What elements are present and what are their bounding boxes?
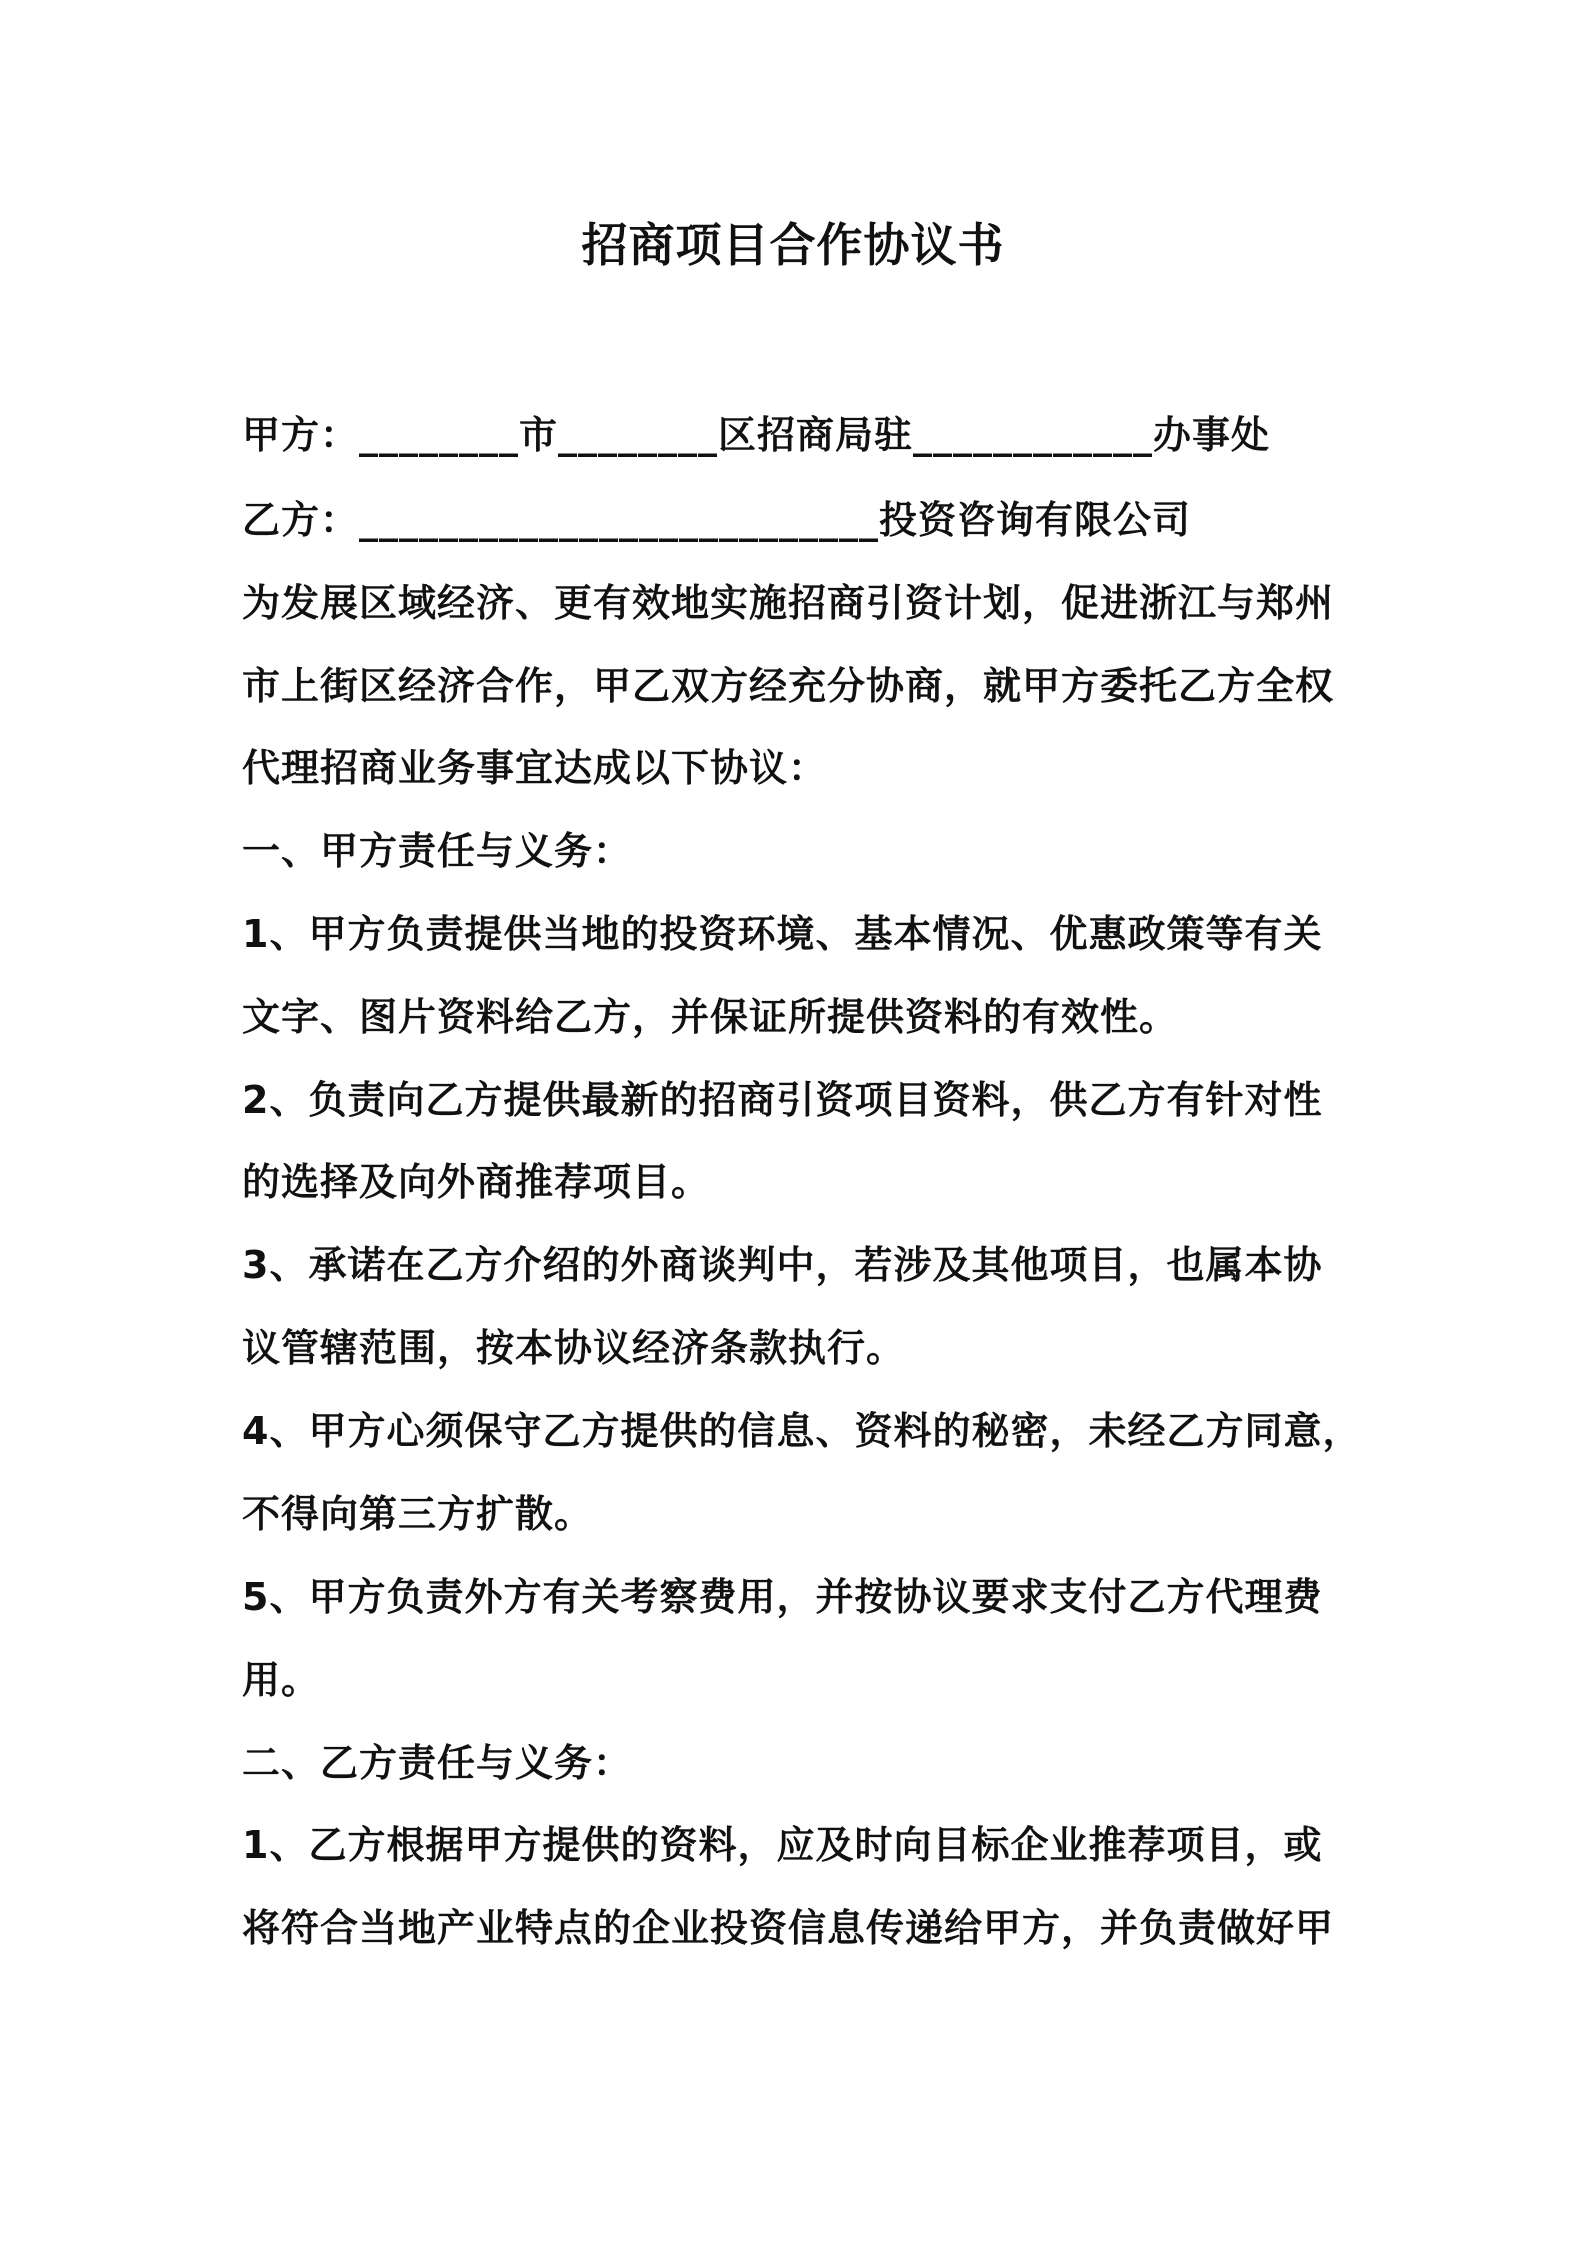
intro-line: 代理招商业务事宜达成以下协议： [242,746,828,790]
section1-line: 文字、图片资料给乙方，并保证所提供资料的有效性。 [242,995,1179,1039]
section2-line: 1、乙方根据甲方提供的资料，应及时向目标企业推荐项目，或 [242,1823,1323,1867]
section1-line: 5、甲方负责外方有关考察费用，并按协议要求支付乙方代理费 [242,1575,1323,1619]
section1-line: 4、甲方心须保守乙方提供的信息、资料的秘密，未经乙方同意， [242,1409,1362,1453]
section1-line: 不得向第三方扩散。 [242,1492,594,1536]
party-b-line: 乙方：__________________________投资咨询有限公司 [242,498,1192,542]
section2-heading: 二、乙方责任与义务： [242,1741,633,1785]
section1-line: 用。 [242,1658,321,1702]
section1-line: 2、负责向乙方提供最新的招商引资项目资料，供乙方有针对性 [242,1078,1323,1122]
party-a-line: 甲方：________市________区招商局驻____________办事处 [242,413,1271,457]
section1-line: 的选择及向外商推荐项目。 [242,1160,711,1204]
section1-heading: 一、甲方责任与义务： [242,829,633,873]
section1-line: 1、甲方负责提供当地的投资环境、基本情况、优惠政策等有关 [242,912,1323,956]
intro-line: 为发展区域经济、更有效地实施招商引资计划，促进浙江与郑州 [242,581,1335,625]
intro-line: 市上街区经济合作，甲乙双方经充分协商，就甲方委托乙方全权 [242,664,1335,708]
section2-line: 将符合当地产业特点的企业投资信息传递给甲方，并负责做好甲 [242,1906,1335,1950]
section1-line: 议管辖范围，按本协议经济条款执行。 [242,1326,906,1370]
section1-line: 3、承诺在乙方介绍的外商谈判中，若涉及其他项目，也属本协 [242,1243,1323,1287]
document-title: 招商项目合作协议书 [581,218,1005,272]
